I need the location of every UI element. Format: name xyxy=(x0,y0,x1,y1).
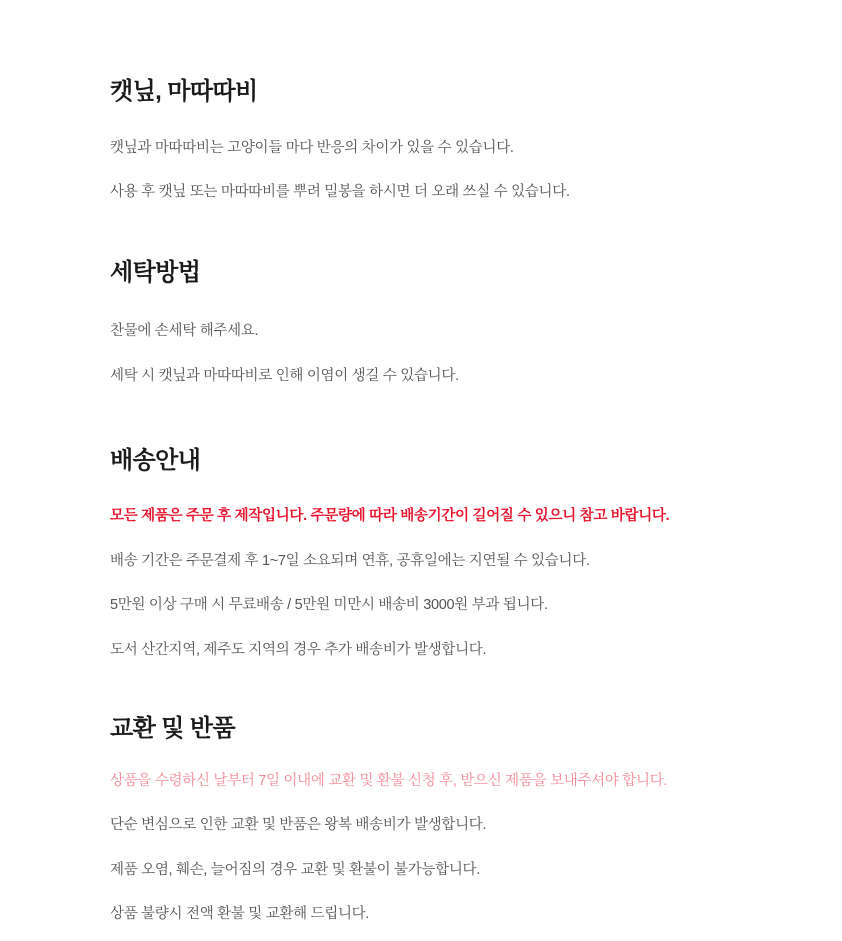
info-line: 세탁 시 캣닢과 마따따비로 인해 이염이 생길 수 있습니다. xyxy=(110,367,459,384)
info-line: 도서 산간지역, 제주도 지역의 경우 추가 배송비가 발생합니다. xyxy=(110,641,487,658)
section-shipping xyxy=(110,447,732,665)
section-body-shipping xyxy=(110,501,732,665)
section-heading-exchange-return: 교환 및 반품 xyxy=(110,714,236,742)
info-line: 5만원 이상 구매 시 무료배송 / 5만원 미만시 배송비 3000원 부과 됩니다. xyxy=(110,597,548,614)
section-heading-shipping: 배송안내 xyxy=(110,446,201,474)
section-body-exchange-return xyxy=(110,766,732,930)
info-line: 제품 오염, 훼손, 늘어짐의 경우 교환 및 환불이 불가능합니다. xyxy=(110,861,480,878)
info-line: 찬물에 손세탁 해주세요. xyxy=(110,323,259,340)
section-heading-washing: 세탁방법 xyxy=(110,259,201,287)
info-line: 단순 변심으로 인한 교환 및 반품은 왕복 배송비가 발생합니다. xyxy=(110,817,487,834)
section-body-catnip xyxy=(110,133,732,208)
section-exchange-return xyxy=(110,715,732,929)
info-line: 사용 후 캣닢 또는 마따따비를 뿌려 밀봉을 하시면 더 오래 쓰실 수 있습니다. xyxy=(110,184,570,201)
info-line: 배송 기간은 주문결제 후 1~7일 소요되며 연휴, 공휴일에는 지연될 수 있습니다. xyxy=(110,552,590,569)
info-line-highlight: 모든 제품은 주문 후 제작입니다. 주문량에 따라 배송기간이 길어질 수 있으니 참고 바랍니다. xyxy=(110,508,670,525)
info-line: 캣닢과 마따따비는 고양이들 마다 반응의 차이가 있을 수 있습니다. xyxy=(110,139,514,156)
section-catnip xyxy=(110,78,732,207)
info-line: 상품 불량시 전액 환불 및 교환해 드립니다. xyxy=(110,906,370,923)
section-body-washing xyxy=(110,316,732,391)
section-heading-catnip: 캣닢, 마따따비 xyxy=(110,78,258,105)
section-washing xyxy=(110,259,732,390)
info-line-highlight: 상품을 수령하신 날부터 7일 이내에 교환 및 환불 신청 후, 받으신 제품을 보내주셔야 합니다. xyxy=(110,772,668,789)
